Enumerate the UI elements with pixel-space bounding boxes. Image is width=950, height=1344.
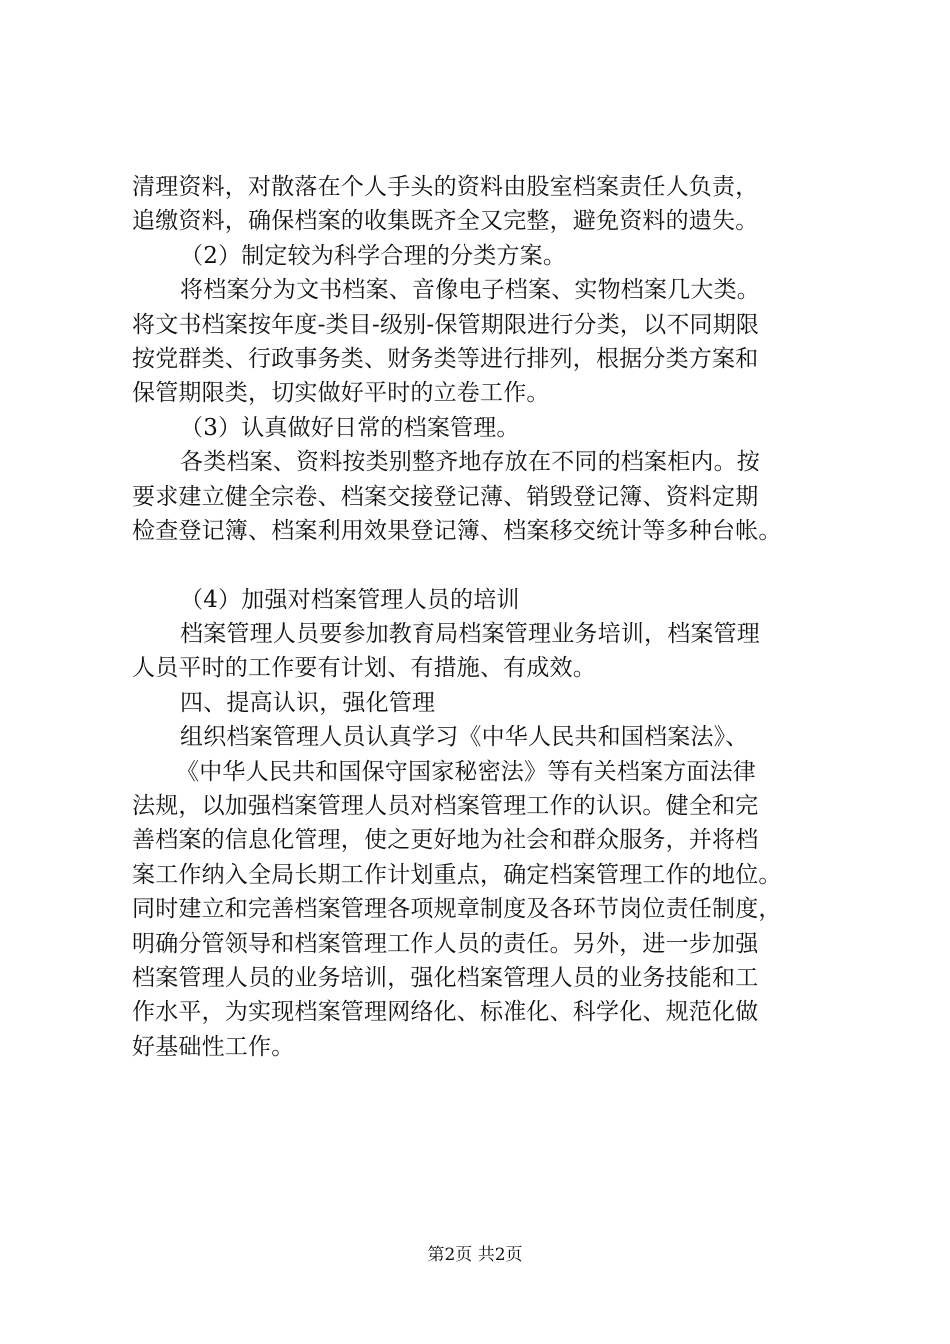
text-line: 检查登记簿、档案利用效果登记簿、档案移交统计等多种台帐。	[132, 517, 782, 544]
text-line: 各类档案、资料按类别整齐地存放在不同的档案柜内。按	[180, 449, 760, 476]
text-line: 作水平，为实现档案管理网络化、标准化、科学化、规范化做	[132, 999, 759, 1026]
section-heading: （4）加强对档案管理人员的培训	[180, 586, 520, 613]
text-line: 明确分管领导和档案管理工作人员的责任。另外，进一步加强	[132, 930, 759, 957]
text-line: 人员平时的工作要有计划、有措施、有成效。	[132, 655, 596, 682]
paragraph-gap	[132, 548, 852, 582]
text-line: 追缴资料，确保档案的收集既齐全又完整，避免资料的遗失。	[132, 208, 759, 235]
text-line: 善档案的信息化管理，使之更好地为社会和群众服务，并将档	[132, 827, 759, 854]
text-line: 要求建立健全宗卷、档案交接登记薄、销毁登记簿、资料定期	[132, 483, 759, 510]
text-line: 档案管理人员要参加教育局档案管理业务培训，档案管理	[180, 621, 760, 648]
text-line: 法规，以加强档案管理人员对档案管理工作的认识。健全和完	[132, 793, 759, 820]
page-number-footer: 第2页 共2页	[427, 1245, 523, 1265]
section-heading: （2）制定较为科学合理的分类方案。	[180, 242, 567, 269]
text-line: 好基础性工作。	[132, 1033, 295, 1060]
document-body	[132, 170, 852, 1064]
section-heading: 四、提高认识，强化管理	[180, 689, 436, 716]
text-line: 档案管理人员的业务培训，强化档案管理人员的业务技能和工	[132, 964, 759, 991]
text-line: 将档案分为文书档案、音像电子档案、实物档案几大类。	[180, 277, 760, 304]
text-line: 《中华人民共和国保守国家秘密法》等有关档案方面法律	[176, 758, 756, 785]
text-line: 将文书档案按年度-类目-级别-保管期限进行分类，以不同期限	[132, 311, 760, 338]
text-line: 清理资料，对散落在个人手头的资料由股室档案责任人负责，	[132, 174, 759, 200]
section-heading: （3）认真做好日常的档案管理。	[180, 414, 520, 441]
text-line: 案工作纳入全局长期工作计划重点，确定档案管理工作的地位。	[132, 861, 782, 888]
text-line: 保管期限类，切实做好平时的立卷工作。	[132, 380, 550, 407]
text-line: 按党群类、行政事务类、财务类等进行排列，根据分类方案和	[132, 345, 759, 372]
text-line: 同时建立和完善档案管理各项规章制度及各环节岗位责任制度，	[132, 896, 782, 923]
text-line: 组织档案管理人员认真学习《中华人民共和国档案法》、	[180, 724, 749, 751]
